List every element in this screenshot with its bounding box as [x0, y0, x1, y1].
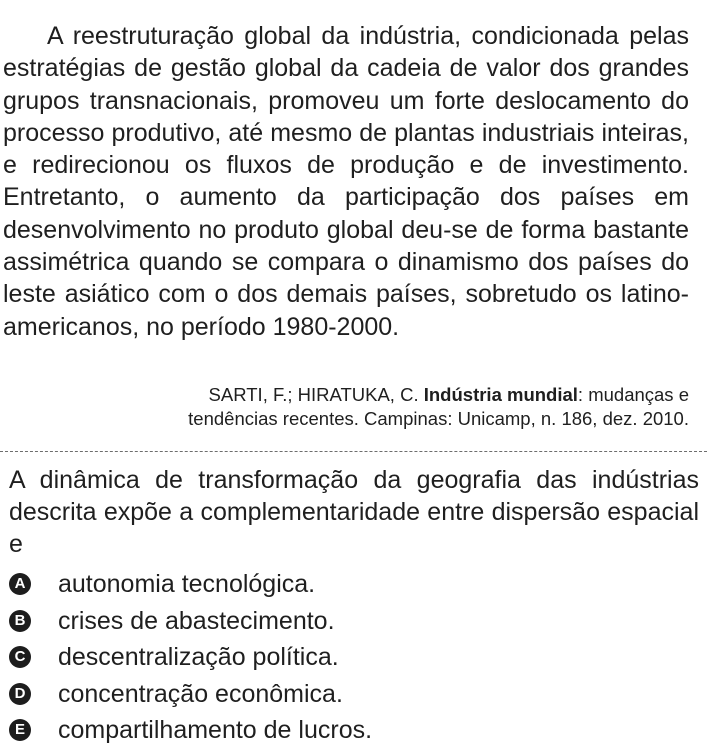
option-a-letter-icon: A — [9, 573, 31, 595]
citation-rest-line1: : mudanças e — [577, 384, 689, 405]
option-c-text: descentralização política. — [58, 643, 339, 672]
question-stem: A dinâmica de transformação da geografia das indústrias descrita expõe a complementaridade entre dispersão espacial e — [9, 466, 699, 558]
section-divider — [0, 451, 707, 452]
support-text-paragraph: A reestruturação global da indústria, condicionada pelas estratégias de gestão global da cadeia de valor dos grandes grupos transnacionais, promoveu um forte deslocamento do processo produtivo, até mesmo de plantas industriais inteiras, e redirecionou os fluxos de produção e de investimento. Entretanto, o aumento da participação dos países em desenvolvimento no produto global deu-se de forma bastante assimétrica quando se compara o dinamismo dos países do leste asiático com o dos demais países, sobretudo os latino-americanos, no período 1980-2000. — [3, 22, 689, 341]
citation-title: Indústria mundial — [423, 384, 578, 405]
citation-authors: SARTI, F.; HIRATUKA, C. — [208, 384, 419, 405]
option-c[interactable] — [9, 639, 372, 676]
answer-options-list — [9, 566, 372, 749]
option-a-text: autonomia tecnológica. — [58, 570, 316, 599]
option-d-letter-icon: D — [9, 683, 31, 705]
option-b-letter-icon: B — [9, 610, 31, 632]
option-c-letter-icon: C — [9, 646, 31, 668]
option-b-text: crises de abastecimento. — [58, 606, 335, 635]
option-b[interactable] — [9, 603, 372, 640]
citation-rest-line2: tendências recentes. Campinas: Unicamp, n. 186, dez. 2010. — [188, 408, 689, 429]
option-d-text: concentração econômica. — [58, 679, 343, 708]
option-a[interactable] — [9, 566, 372, 603]
source-citation — [49, 383, 689, 431]
option-e-text: compartilhamento de lucros. — [58, 716, 373, 745]
option-e[interactable] — [9, 712, 372, 749]
option-e-letter-icon: E — [9, 719, 31, 741]
option-d[interactable] — [9, 676, 372, 713]
